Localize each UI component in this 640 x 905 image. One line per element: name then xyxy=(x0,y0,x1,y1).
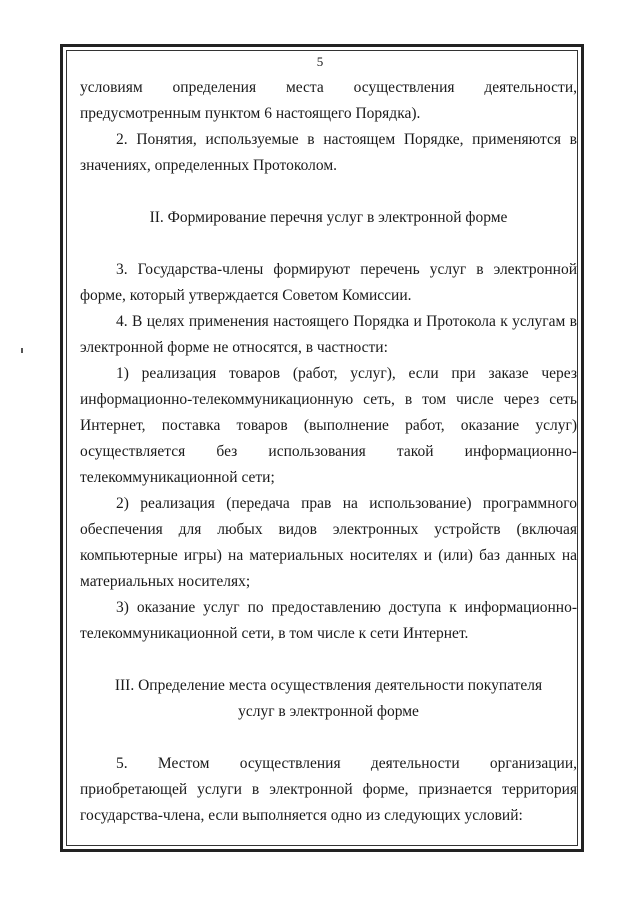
paragraph-2: 2. Понятия, используемые в настоящем Порядке, применяются в значениях, определенных Протоколом. xyxy=(80,131,577,174)
paragraph-continuation: условиям определения места осуществления деятельности, предусмотренным пунктом 6 настоящего Порядка). xyxy=(80,79,577,122)
list-item-3: 3) оказание услуг по предоставлению доступа к информационно-телекоммуникационной сети, в том числе к сети Интернет. xyxy=(80,599,577,642)
list-item-2: 2) реализация (передача прав на использование) программного обеспечения для любых видов электронных устройств (включая компьютерные игры) на материальных носителях и (или) баз данных на материальных носителях; xyxy=(80,495,577,590)
section-3-heading-line-1: III. Определение места осуществления деятельности покупателя xyxy=(114,677,543,694)
paragraph-4: 4. В целях применения настоящего Порядка и Протокола к услугам в электронной форме не относятся, в частности: xyxy=(80,313,577,356)
scan-mark xyxy=(21,348,23,353)
section-2-heading: II. Формирование перечня услуг в электронной форме xyxy=(149,209,508,226)
page-number: 5 xyxy=(316,54,324,69)
document-body xyxy=(80,75,577,829)
list-item-1: 1) реализация товаров (работ, услуг), если при заказе через информационно-телекоммуникационную сеть, в том числе через сеть Интернет, поставка товаров (выполнение работ, оказание услуг) осуществляется без использования такой информационно-телекоммуникационной сети; xyxy=(80,365,577,486)
paragraph-3: 3. Государства-члены формируют перечень услуг в электронной форме, который утверждается Советом Комиссии. xyxy=(80,261,577,304)
section-3-heading-line-2: услуг в электронной форме xyxy=(238,703,419,720)
paragraph-5: 5. Местом осуществления деятельности организации, приобретающей услуги в электронной форме, признается территория государства-члена, если выполняется одно из следующих условий: xyxy=(80,755,577,824)
